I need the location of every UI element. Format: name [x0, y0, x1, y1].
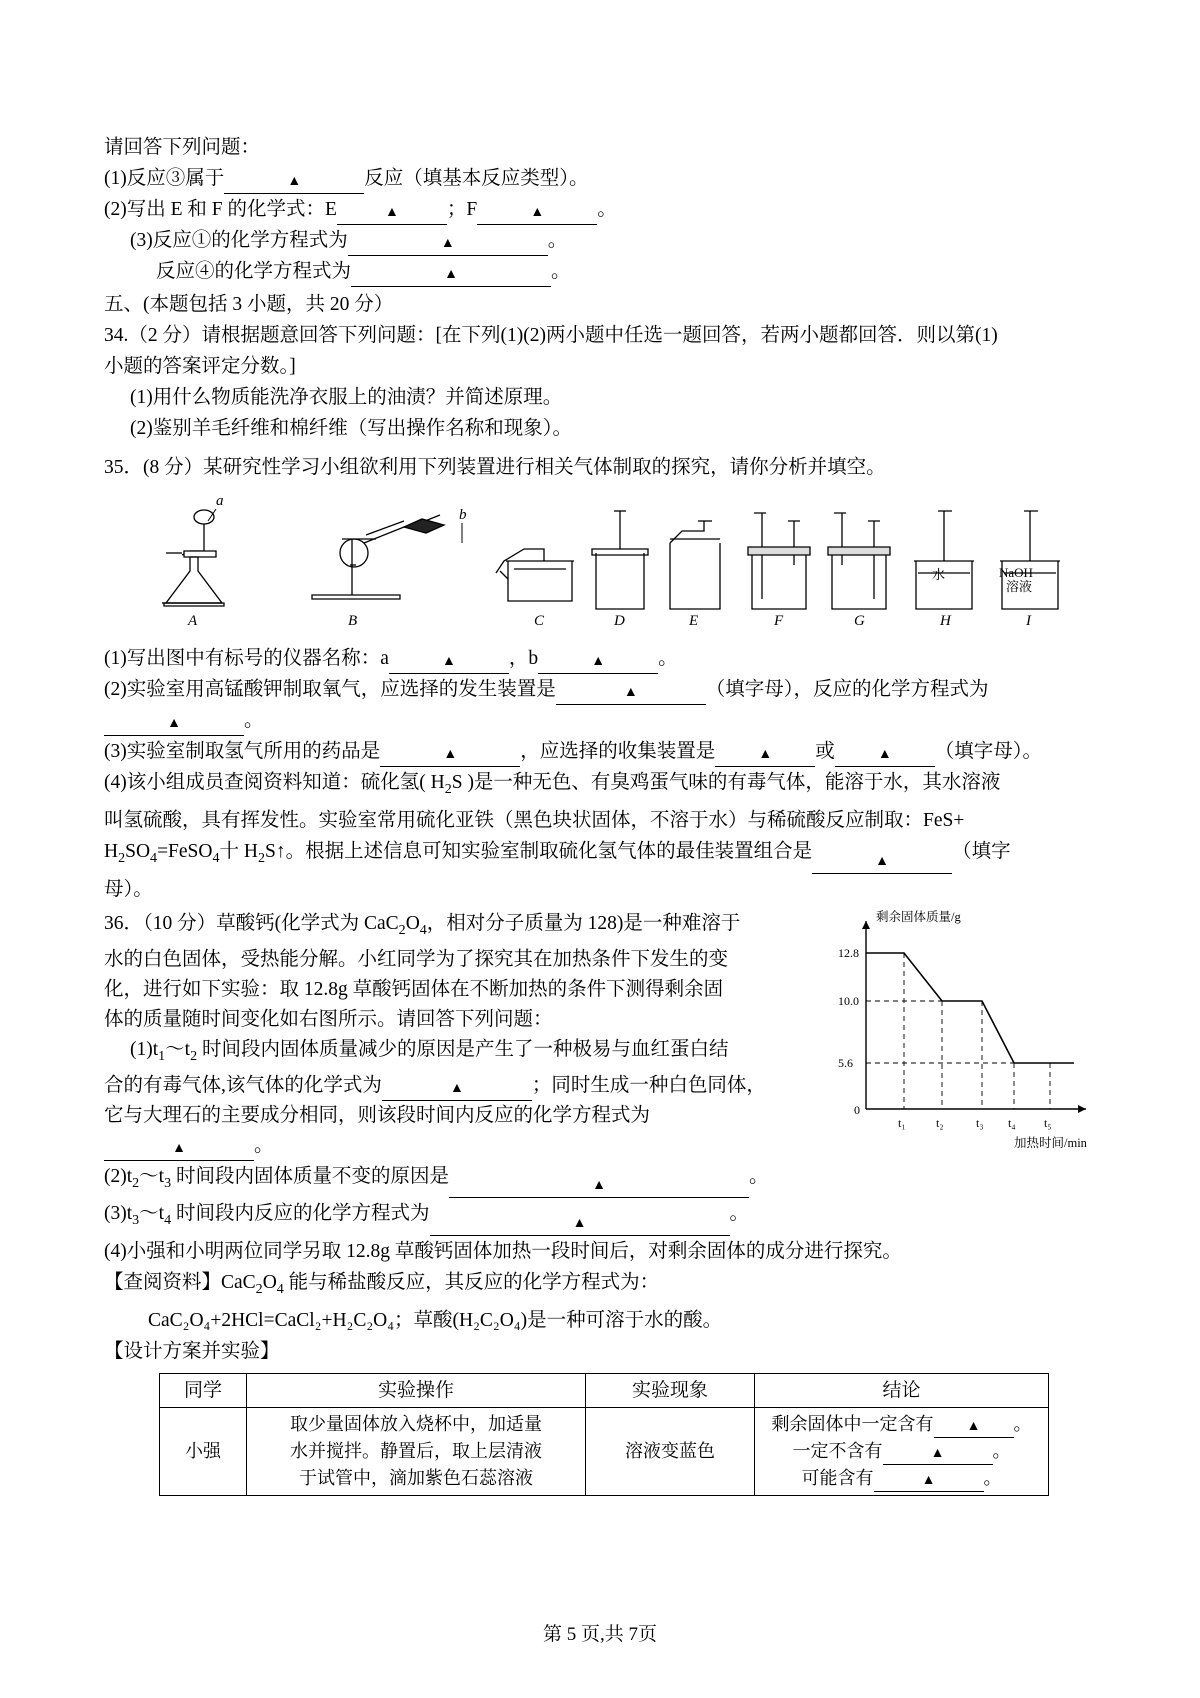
q36-p1-l1: $(1)t_1\sim t_2$ 时间段内固体质量减少的原因是产生了一种极易与血红蛋白结	[130, 1038, 729, 1064]
answer-blank[interactable]: ▲	[430, 1214, 730, 1236]
svg-text:溶液: 溶液	[1006, 579, 1033, 594]
answer-blank[interactable]: ▲	[104, 714, 244, 736]
cell-phenomenon: 溶液变蓝色	[586, 1408, 755, 1496]
apparatus-svg	[104, 491, 1104, 643]
q36-p4: (4)小强和小明两位同学另取 12.8g 草酸钙固体加热一段时间后，对剩余固体的成分进行探究。	[104, 1241, 902, 1263]
table-row	[160, 1408, 1049, 1496]
residue-mass-chart	[836, 909, 1104, 1154]
operation-line-2: 水并搅拌。静置后，取上层清液	[290, 1441, 542, 1462]
svg-text:t₃: t₃	[976, 1115, 984, 1130]
q36-p3: $(3)t_3\sim t_4$ 时间段内反应的化学方程式为 ▲ 。	[104, 1198, 1104, 1236]
svg-text:A: A	[188, 613, 198, 629]
svg-text:t₅: t₅	[1044, 1115, 1052, 1130]
cell-operation	[247, 1408, 586, 1496]
q33-item2: (2)写出 E 和 F 的化学式：E ▲ ；F ▲ 。	[104, 194, 1104, 225]
q35-p3: (3)实验室制取氢气所用的药品是 ▲ ，应选择的收集装置是 ▲ 或 ▲ （填字母）。	[104, 736, 1104, 767]
q35-p2: (2)实验室用高锰酸钾制取氧气，应选择的发生装置是 ▲ （填字母），反应的化学方程式为	[104, 674, 1104, 705]
svg-text:F: F	[774, 613, 784, 629]
svg-text:t₁: t₁	[898, 1115, 906, 1130]
svg-text:10.0: 10.0	[838, 993, 859, 1008]
q36-block	[104, 909, 1104, 1161]
svg-text:I: I	[1026, 613, 1031, 629]
q35-p4-l2: 叫氢硫酸，具有挥发性。实验室常用硫化亚铁（黑色块状固体，不溶于水）与稀硫酸反应制取：FeS+	[104, 809, 965, 831]
q36-p2: $(2)t_2\sim t_3$ 时间段内固体质量不变的原因是 ▲ 。	[104, 1161, 1104, 1199]
answer-blank[interactable]: ▲	[104, 1139, 254, 1161]
conclusion-line-1: 剩余固体中一定含有 ▲ 。	[759, 1411, 1044, 1438]
q36-reference-title: 【查阅资料】$CaC_2O_4$ 能与稀盐酸反应，其反应的化学方程式为：	[104, 1272, 660, 1298]
svg-text:5.6: 5.6	[838, 1055, 853, 1070]
col-student: 同学	[160, 1374, 247, 1408]
conclusion-line-3: 可能含有 ▲ 。	[759, 1465, 1044, 1492]
svg-text:NaOH: NaOH	[999, 565, 1033, 580]
q35-p1: (1)写出图中有标号的仪器名称：a ▲ ，b ▲ 。	[104, 643, 1104, 674]
q35-p4-l4: 母）。	[104, 878, 153, 900]
svg-text:t₄: t₄	[1008, 1115, 1016, 1130]
svg-text:C: C	[534, 613, 545, 629]
svg-text:0: 0	[854, 1102, 860, 1117]
q35-p4-l1: (4)该小组成员查阅资料知道：硫化氢( $H_2S$ )是一种无色、有臭鸡蛋气味的有毒气体，能溶于水，其水溶液	[104, 772, 1001, 797]
answer-blank[interactable]: ▲	[715, 745, 815, 767]
col-conclusion: 结论	[755, 1374, 1049, 1408]
answer-blank[interactable]: ▲	[883, 1443, 993, 1465]
svg-text:a: a	[216, 493, 224, 509]
answer-blank[interactable]: ▲	[934, 1416, 1014, 1438]
cell-student-name: 小强	[160, 1408, 247, 1496]
col-phenomenon: 实验现象	[586, 1374, 755, 1408]
svg-text:水: 水	[932, 567, 946, 582]
col-operation: 实验操作	[247, 1374, 586, 1408]
svg-text:B: B	[348, 613, 358, 629]
q34-item1: (1)用什么物质能洗净衣服上的油渍？并简述原理。	[130, 387, 563, 408]
answer-blank[interactable]: ▲	[348, 234, 548, 256]
answer-blank[interactable]: ▲	[224, 172, 364, 194]
experiment-table	[159, 1373, 1049, 1496]
svg-text:剩余固体质量/g: 剩余固体质量/g	[876, 909, 961, 924]
q36-l4: 体的质量随时间变化如右图所示。请回答下列问题：	[104, 1008, 553, 1030]
svg-text:G: G	[854, 613, 865, 629]
q33-item4: 反应④的化学方程式为 ▲ 。	[104, 256, 1104, 287]
q36-l2: 水的白色固体，受热能分解。小红同学为了探究其在加热条件下发生的变	[104, 948, 729, 970]
operation-line-3: 于试管中，滴加紫色石蕊溶液	[299, 1468, 533, 1489]
svg-text:b: b	[459, 507, 467, 523]
svg-text:H: H	[940, 613, 951, 629]
answer-blank[interactable]: ▲	[380, 745, 520, 767]
svg-text:D: D	[614, 613, 625, 629]
svg-text:12.8: 12.8	[838, 945, 859, 960]
q36-design-title: 【设计方案并实验】	[104, 1341, 280, 1363]
q34-item2: (2)鉴别羊毛纤维和棉纤维（写出操作名称和现象）。	[130, 418, 572, 439]
q36-text	[104, 909, 804, 1161]
page-footer: 第 5 页,共 7页	[542, 1624, 657, 1645]
q33-item3: (3)反应①的化学方程式为 ▲ 。	[104, 225, 1104, 256]
answer-blank[interactable]: ▲	[835, 745, 935, 767]
answer-blank[interactable]: ▲	[351, 265, 551, 287]
answer-blank[interactable]: ▲	[538, 652, 658, 674]
answer-blank[interactable]: ▲	[382, 1079, 532, 1101]
svg-text:E: E	[689, 613, 699, 629]
cell-conclusion	[755, 1408, 1049, 1496]
q35-line1: 35．(8 分）某研究性学习小组欲利用下列装置进行相关气体制取的探究，请你分析并填空。	[104, 457, 886, 478]
answer-blank[interactable]: ▲	[477, 203, 597, 225]
q35-p4-l3: $H_2SO_4=FeSO_4$十 $H_2S↑$。根据上述信息可知实验室制取硫化氢气体的最佳装置组合是 ▲ （填字	[104, 836, 1104, 874]
q36-l3: 化，进行如下实验：取 12.8g 草酸钙固体在不断加热的条件下测得剩余固	[104, 978, 724, 1000]
chart-svg	[836, 909, 1104, 1154]
table-header-row	[160, 1374, 1049, 1408]
q36-p1-l2: 合的有毒气体,该气体的化学式为 ▲ ；同时生成一种白色同体，	[104, 1071, 804, 1101]
svg-text:加热时间/min: 加热时间/min	[1014, 1135, 1087, 1150]
answer-blank[interactable]: ▲	[449, 1176, 749, 1198]
page-content	[104, 132, 1104, 1496]
answer-blank[interactable]: ▲	[812, 852, 952, 874]
conclusion-line-2: 一定不含有 ▲ 。	[759, 1438, 1044, 1465]
q34-line2: 小题的答案评定分数。]	[104, 356, 296, 377]
answer-blank[interactable]: ▲	[556, 683, 706, 705]
section-5-heading: 五、(本题包括 3 小题，共 20 分）	[104, 294, 394, 315]
q33-item1: (1)反应③属于 ▲ 反应（填基本反应类型）。	[104, 163, 1104, 194]
answer-blank[interactable]: ▲	[337, 203, 447, 225]
q35-p2-cont: ▲ 。	[104, 705, 1104, 736]
answer-blank[interactable]: ▲	[874, 1470, 984, 1492]
q36-p1-l3: 它与大理石的主要成分相同，则该段时间内反应的化学方程式为	[104, 1104, 651, 1126]
q36-l1: 36．（10 分）草酸钙(化学式为 $CaC_2O_4$，相对分子质量为 128)是一种难溶于	[104, 912, 741, 938]
q36-reference-equation: CaC₂O₄+2HCl=CaCl₂+H₂C₂O₄；草酸(H₂C₂O₄)是一种可溶于水的酸。	[148, 1310, 723, 1332]
q33-prompt: 请回答下列问题：	[104, 137, 261, 158]
apparatus-figure	[104, 491, 1104, 643]
q36-p1-l4: ▲ 。	[104, 1131, 804, 1161]
svg-text:t₂: t₂	[936, 1115, 944, 1130]
q34-line1: 34.（2 分）请根据题意回答下列问题：[在下列(1)(2)两小题中任选一题回答，若两小题都回答．则以第(1)	[104, 325, 998, 346]
answer-blank[interactable]: ▲	[389, 652, 509, 674]
operation-line-1: 取少量固体放入烧杯中，加适量	[290, 1414, 542, 1435]
